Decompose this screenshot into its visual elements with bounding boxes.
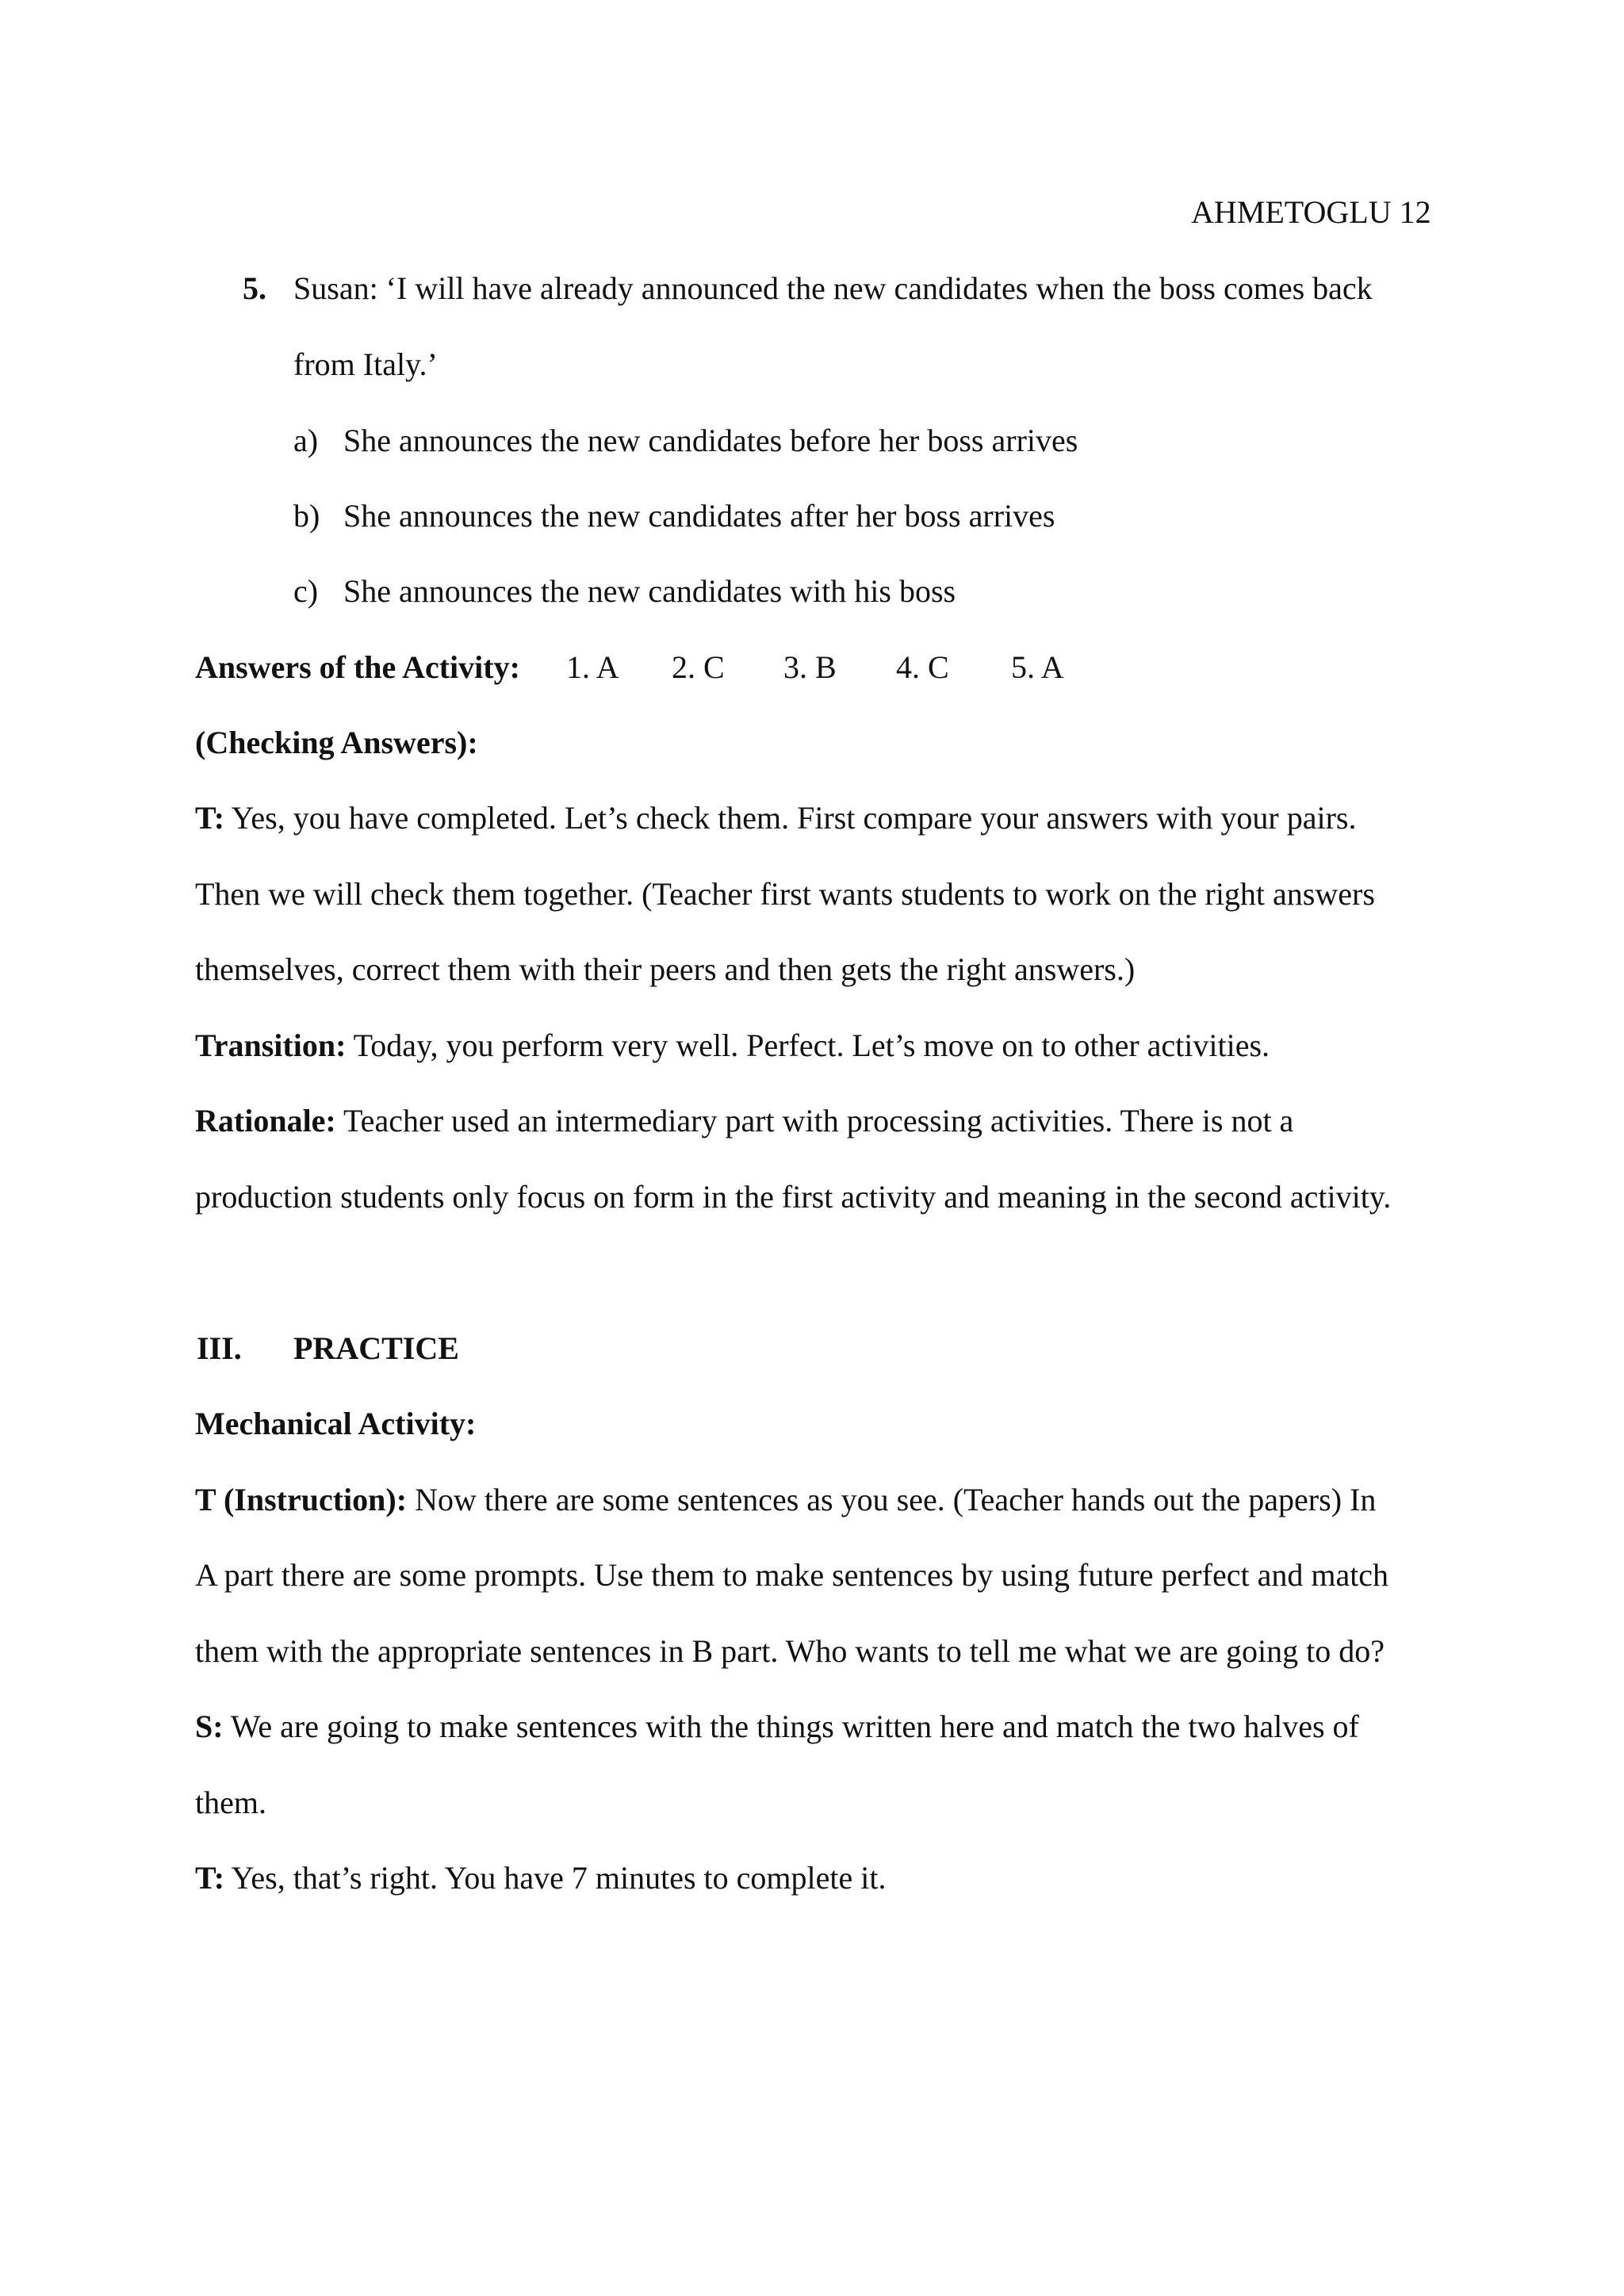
teacher-reply: T: Yes, that’s right. You have 7 minutes to complete it. <box>195 1860 887 1896</box>
option-a-letter: a) <box>293 423 319 458</box>
instruction-line-3: them with the appropriate sentences in B part. Who wants to tell me what we are going to do? <box>195 1633 1385 1669</box>
answer-5: 5. A <box>1011 649 1064 685</box>
answer-4: 4. C <box>896 649 949 685</box>
checking-line-2: Then we will check them together. (Teacher first wants students to work on the right answers <box>195 876 1375 912</box>
checking-heading: (Checking Answers): <box>195 725 478 760</box>
option-c-letter: c) <box>293 573 319 609</box>
mechanical-activity-heading: Mechanical Activity: <box>195 1406 477 1441</box>
option-b-text: She announces the new candidates after her boss arrives <box>343 498 1055 534</box>
rationale-line-1: Rationale: Teacher used an intermediary part with processing activities. There is not a <box>195 1103 1294 1138</box>
question-text-line-1: Susan: ‘I will have already announced the new candidates when the boss comes back <box>293 270 1373 306</box>
option-c-text: She announces the new candidates with his boss <box>343 573 956 609</box>
answer-3: 3. B <box>783 649 837 685</box>
rationale-line-2: production students only focus on form in the first activity and meaning in the second activity. <box>195 1179 1392 1215</box>
question-text-line-2: from Italy.’ <box>293 346 438 382</box>
section-title: PRACTICE <box>293 1330 459 1366</box>
instruction-line-1: T (Instruction): Now there are some sentences as you see. (Teacher hands out the papers) In <box>195 1482 1377 1517</box>
instruction-line-2: A part there are some prompts. Use them to make sentences by using future perfect and match <box>195 1557 1389 1593</box>
section-numeral: III. <box>197 1330 242 1366</box>
question-number: 5. <box>243 270 266 306</box>
option-a-text: She announces the new candidates before her boss arrives <box>343 423 1078 458</box>
running-head: AHMETOGLU 12 <box>1191 194 1431 230</box>
transition-paragraph: Transition: Today, you perform very well. Perfect. Let’s move on to other activities. <box>195 1027 1270 1063</box>
student-line-2: them. <box>195 1785 266 1820</box>
checking-line-1: T: Yes, you have completed. Let’s check them. First compare your answers with your pairs. <box>195 800 1357 836</box>
answers-label: Answers of the Activity: <box>195 649 520 685</box>
student-line-1: S: We are going to make sentences with the things written here and match the two halves of <box>195 1709 1359 1744</box>
answer-1: 1. A <box>566 649 619 685</box>
answer-2: 2. C <box>672 649 725 685</box>
option-b-letter: b) <box>293 498 320 534</box>
checking-line-3: themselves, correct them with their peers and then gets the right answers.) <box>195 951 1136 987</box>
